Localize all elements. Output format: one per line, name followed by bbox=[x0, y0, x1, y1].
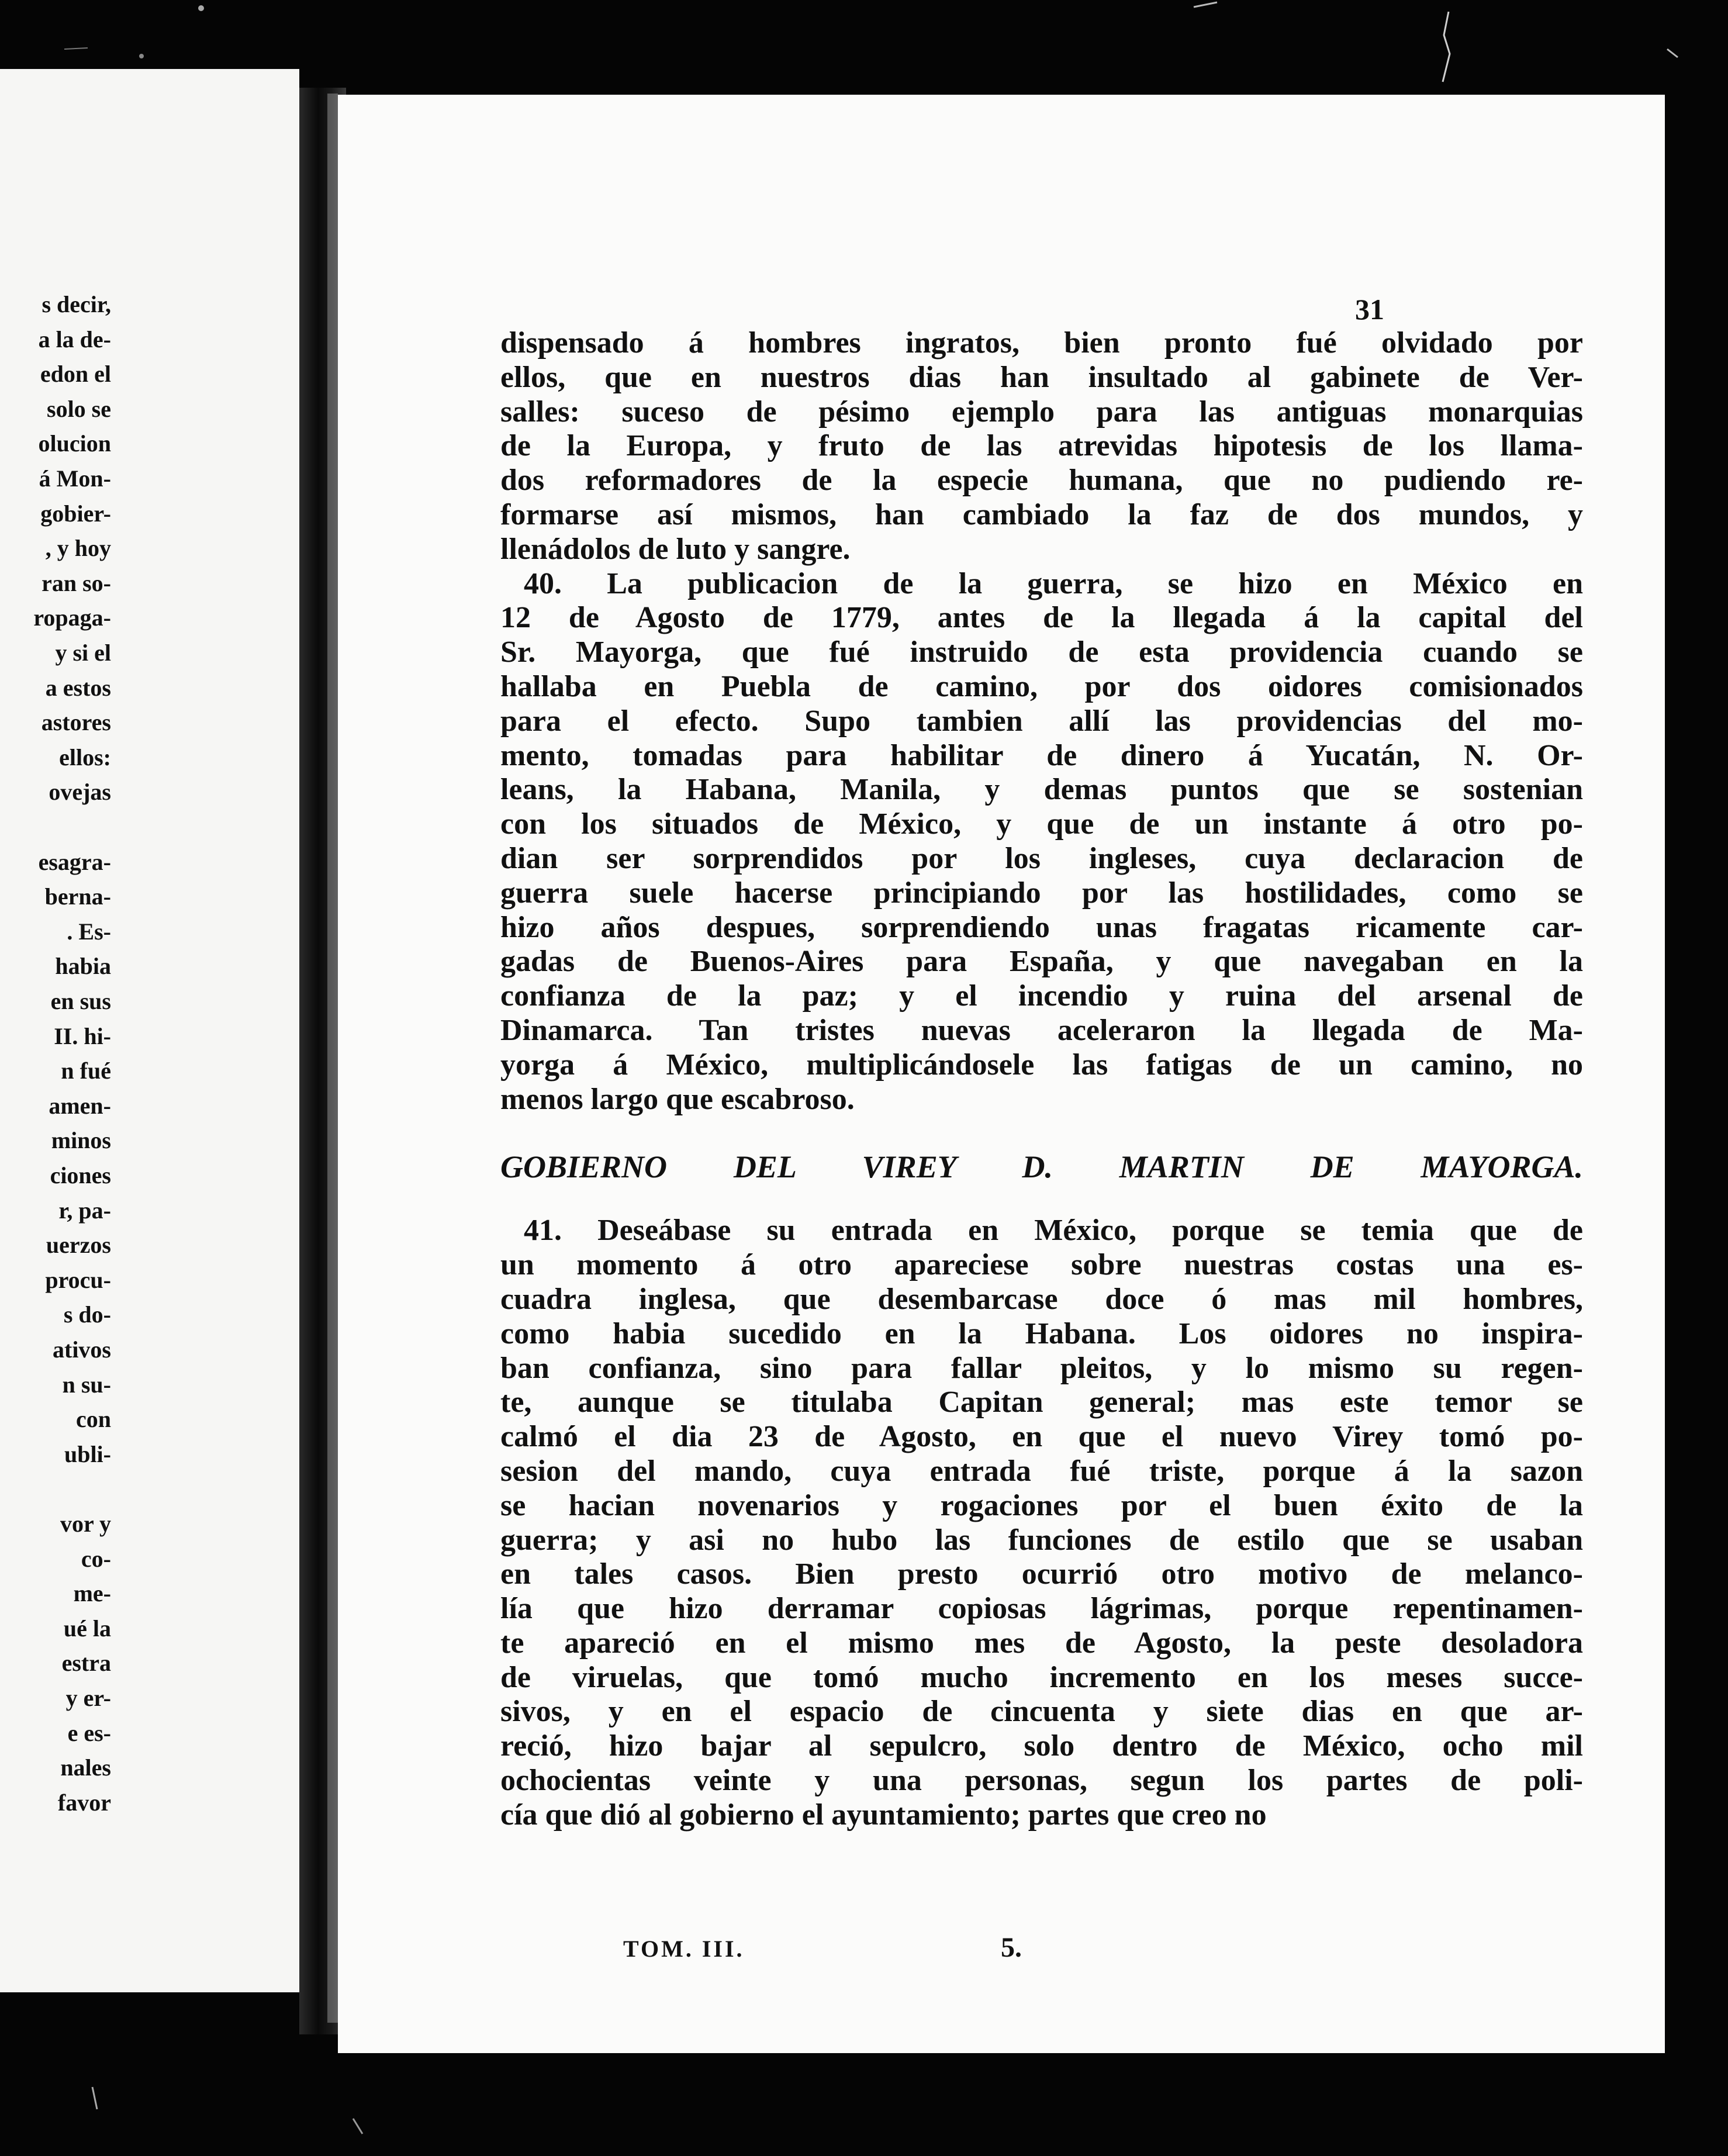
text-line: yorga á México, multiplicándosele las fatigas de un camino, no bbox=[500, 1048, 1583, 1082]
page-body bbox=[500, 326, 1583, 1833]
text-line: confianza de la paz; y el incendio y ruina del arsenal de bbox=[500, 979, 1583, 1013]
previous-page-line: edon el bbox=[40, 361, 111, 388]
previous-page-line: nales bbox=[60, 1754, 111, 1781]
page-edge-highlight bbox=[327, 94, 338, 2023]
text-line: dos reformadores de la especie humana, que no pudiendo re- bbox=[500, 464, 1583, 497]
previous-page-line: y si el bbox=[55, 640, 111, 666]
previous-page-line: ativos bbox=[53, 1336, 111, 1363]
previous-page-text-fragment bbox=[0, 288, 111, 1983]
previous-page-line: a la de- bbox=[38, 326, 111, 353]
text-line: de viruelas, que tomó mucho incremento en los meses succe- bbox=[500, 1660, 1583, 1694]
text-line: cuadra inglesa, que desembarcase doce ó mas mil hombres, bbox=[500, 1282, 1583, 1316]
text-line: en tales casos. Bien presto ocurrió otro motivo de melanco- bbox=[500, 1557, 1583, 1591]
previous-page-line: y er- bbox=[65, 1685, 111, 1711]
text-line: sivos, y en el espacio de cincuenta y siete dias en que ar- bbox=[500, 1695, 1583, 1729]
text-line: con los situados de México, y que de un instante á otro po- bbox=[500, 807, 1583, 841]
previous-page-line: s decir, bbox=[42, 291, 111, 317]
previous-page-line: esagra- bbox=[38, 848, 111, 875]
text-line: hizo años despues, sorprendiendo unas fragatas ricamente car- bbox=[500, 910, 1583, 944]
previous-page-line: co- bbox=[81, 1545, 111, 1572]
page-number: 31 bbox=[1355, 293, 1384, 326]
current-page bbox=[338, 95, 1665, 2053]
previous-page-line: solo se bbox=[47, 395, 111, 422]
previous-page-line: astores bbox=[41, 709, 111, 736]
previous-page-line: á Mon- bbox=[39, 465, 111, 492]
previous-page-line: ran so- bbox=[42, 569, 111, 596]
previous-page-line: ué la bbox=[63, 1615, 111, 1642]
text-line: te, aunque se titulaba Capitan general; mas este temor se bbox=[500, 1385, 1583, 1419]
text-line: Dinamarca. Tan tristes nuevas aceleraron la llegada de Ma- bbox=[500, 1013, 1583, 1047]
text-line: mento, tomadas para habilitar de dinero á Yucatán, N. Or- bbox=[500, 738, 1583, 772]
text-line: calmó el dia 23 de Agosto, en que el nuevo Virey tomó po- bbox=[500, 1420, 1583, 1454]
text-line: dispensado á hombres ingratos, bien pronto fué olvidado por bbox=[500, 326, 1583, 360]
text-line: sesion del mando, cuya entrada fué triste, porque á la sazon bbox=[500, 1454, 1583, 1488]
text-line: gadas de Buenos-Aires para España, y que navegaban en la bbox=[500, 945, 1583, 979]
previous-page-line: s do- bbox=[63, 1301, 111, 1328]
text-line: dian ser sorprendidos por los ingleses, cuya declaracion de bbox=[500, 841, 1583, 875]
previous-page-line: favor bbox=[57, 1789, 111, 1816]
previous-page-line: con bbox=[76, 1406, 111, 1433]
previous-page-line: habia bbox=[55, 953, 111, 980]
previous-page-line: ubli- bbox=[64, 1440, 111, 1467]
previous-page-line: olucion bbox=[38, 430, 111, 457]
previous-page-line: berna- bbox=[44, 883, 111, 910]
previous-page-line: n su- bbox=[62, 1371, 111, 1398]
text-line: formarse así mismos, han cambiado la faz de dos mundos, y bbox=[500, 497, 1583, 531]
previous-page-line: ovejas bbox=[49, 779, 111, 806]
signature-mark: 5. bbox=[1001, 1932, 1022, 1963]
previous-page-line: , y hoy bbox=[45, 535, 111, 562]
text-line: 41. Deseábase su entrada en México, porque se temia que de bbox=[524, 1214, 1583, 1248]
text-line: ban confianza, sino para fallar pleitos, y lo mismo su regen- bbox=[500, 1351, 1583, 1385]
previous-page-line: me- bbox=[73, 1580, 111, 1607]
previous-page-line: ellos: bbox=[59, 744, 111, 771]
paragraph-2 bbox=[500, 567, 1583, 1117]
previous-page-line: a estos bbox=[45, 674, 111, 701]
previous-page-line: vor y bbox=[60, 1511, 111, 1537]
previous-page-line: n fué bbox=[61, 1058, 111, 1084]
previous-page-line: en sus bbox=[50, 988, 111, 1014]
previous-page-line: ciones bbox=[50, 1162, 111, 1188]
previous-page bbox=[0, 69, 299, 1992]
text-line: como habia sucedido en la Habana. Los oidores no inspira- bbox=[500, 1317, 1583, 1350]
text-line: cía que dió al gobierno el ayuntamiento; partes que creo no bbox=[500, 1798, 1267, 1832]
previous-page-line: minos bbox=[51, 1127, 111, 1154]
text-line: 40. La publicacion de la guerra, se hizo en México en bbox=[524, 566, 1583, 600]
previous-page-line: ropaga- bbox=[33, 604, 111, 631]
text-line: lía que hizo derramar copiosas lágrimas, porque repentinamen- bbox=[500, 1592, 1583, 1626]
previous-page-line: uerzos bbox=[46, 1232, 111, 1259]
text-line: salles: suceso de pésimo ejemplo para las antiguas monarquias bbox=[500, 395, 1583, 429]
paragraph-3 bbox=[500, 1214, 1583, 1832]
previous-page-line: amen- bbox=[49, 1092, 111, 1119]
text-line: guerra; y asi no hubo las funciones de estilo que se usaban bbox=[500, 1523, 1583, 1557]
previous-page-line: procu- bbox=[45, 1266, 111, 1293]
text-line: ochocientas veinte y una personas, segun los partes de poli- bbox=[500, 1764, 1583, 1798]
text-line: reció, hizo bajar al sepulcro, solo dentro de México, ocho mil bbox=[500, 1729, 1583, 1763]
text-line: ellos, que en nuestros dias han insultado al gabinete de Ver- bbox=[500, 360, 1583, 394]
text-line: de la Europa, y fruto de las atrevidas hipotesis de los llama- bbox=[500, 429, 1583, 463]
text-line: guerra suele hacerse principiando por las hostilidades, como se bbox=[500, 876, 1583, 910]
volume-footer: TOM. III. bbox=[623, 1936, 745, 1962]
text-line: 12 de Agosto de 1779, antes de la llegada á la capital del bbox=[500, 601, 1583, 635]
text-line: se hacian novenarios y rogaciones por el buen éxito de la bbox=[500, 1488, 1583, 1522]
previous-page-line: . Es- bbox=[67, 918, 111, 945]
paragraph-1 bbox=[500, 326, 1583, 567]
previous-page-line: estra bbox=[61, 1650, 111, 1677]
text-line: llenádolos de luto y sangre. bbox=[500, 532, 851, 566]
previous-page-line: gobier- bbox=[40, 500, 111, 527]
text-line: Sr. Mayorga, que fué instruido de esta providencia cuando se bbox=[500, 635, 1583, 669]
text-line: menos largo que escabroso. bbox=[500, 1082, 855, 1116]
previous-page-line: II. hi- bbox=[54, 1022, 111, 1049]
text-line: te apareció en el mismo mes de Agosto, la peste desoladora bbox=[500, 1626, 1583, 1660]
section-heading: GOBIERNO DEL VIREY D. MARTIN DE MAYORGA. bbox=[500, 1149, 1583, 1185]
text-line: hallaba en Puebla de camino, por dos oidores comisionados bbox=[500, 669, 1583, 703]
previous-page-line: r, pa- bbox=[58, 1197, 111, 1224]
text-line: para el efecto. Supo tambien allí las providencias del mo- bbox=[500, 704, 1583, 738]
previous-page-line: e es- bbox=[67, 1719, 111, 1746]
text-line: un momento á otro apareciese sobre nuestras costas una es- bbox=[500, 1248, 1583, 1282]
text-line: leans, la Habana, Manila, y demas puntos que se sostenian bbox=[500, 773, 1583, 807]
